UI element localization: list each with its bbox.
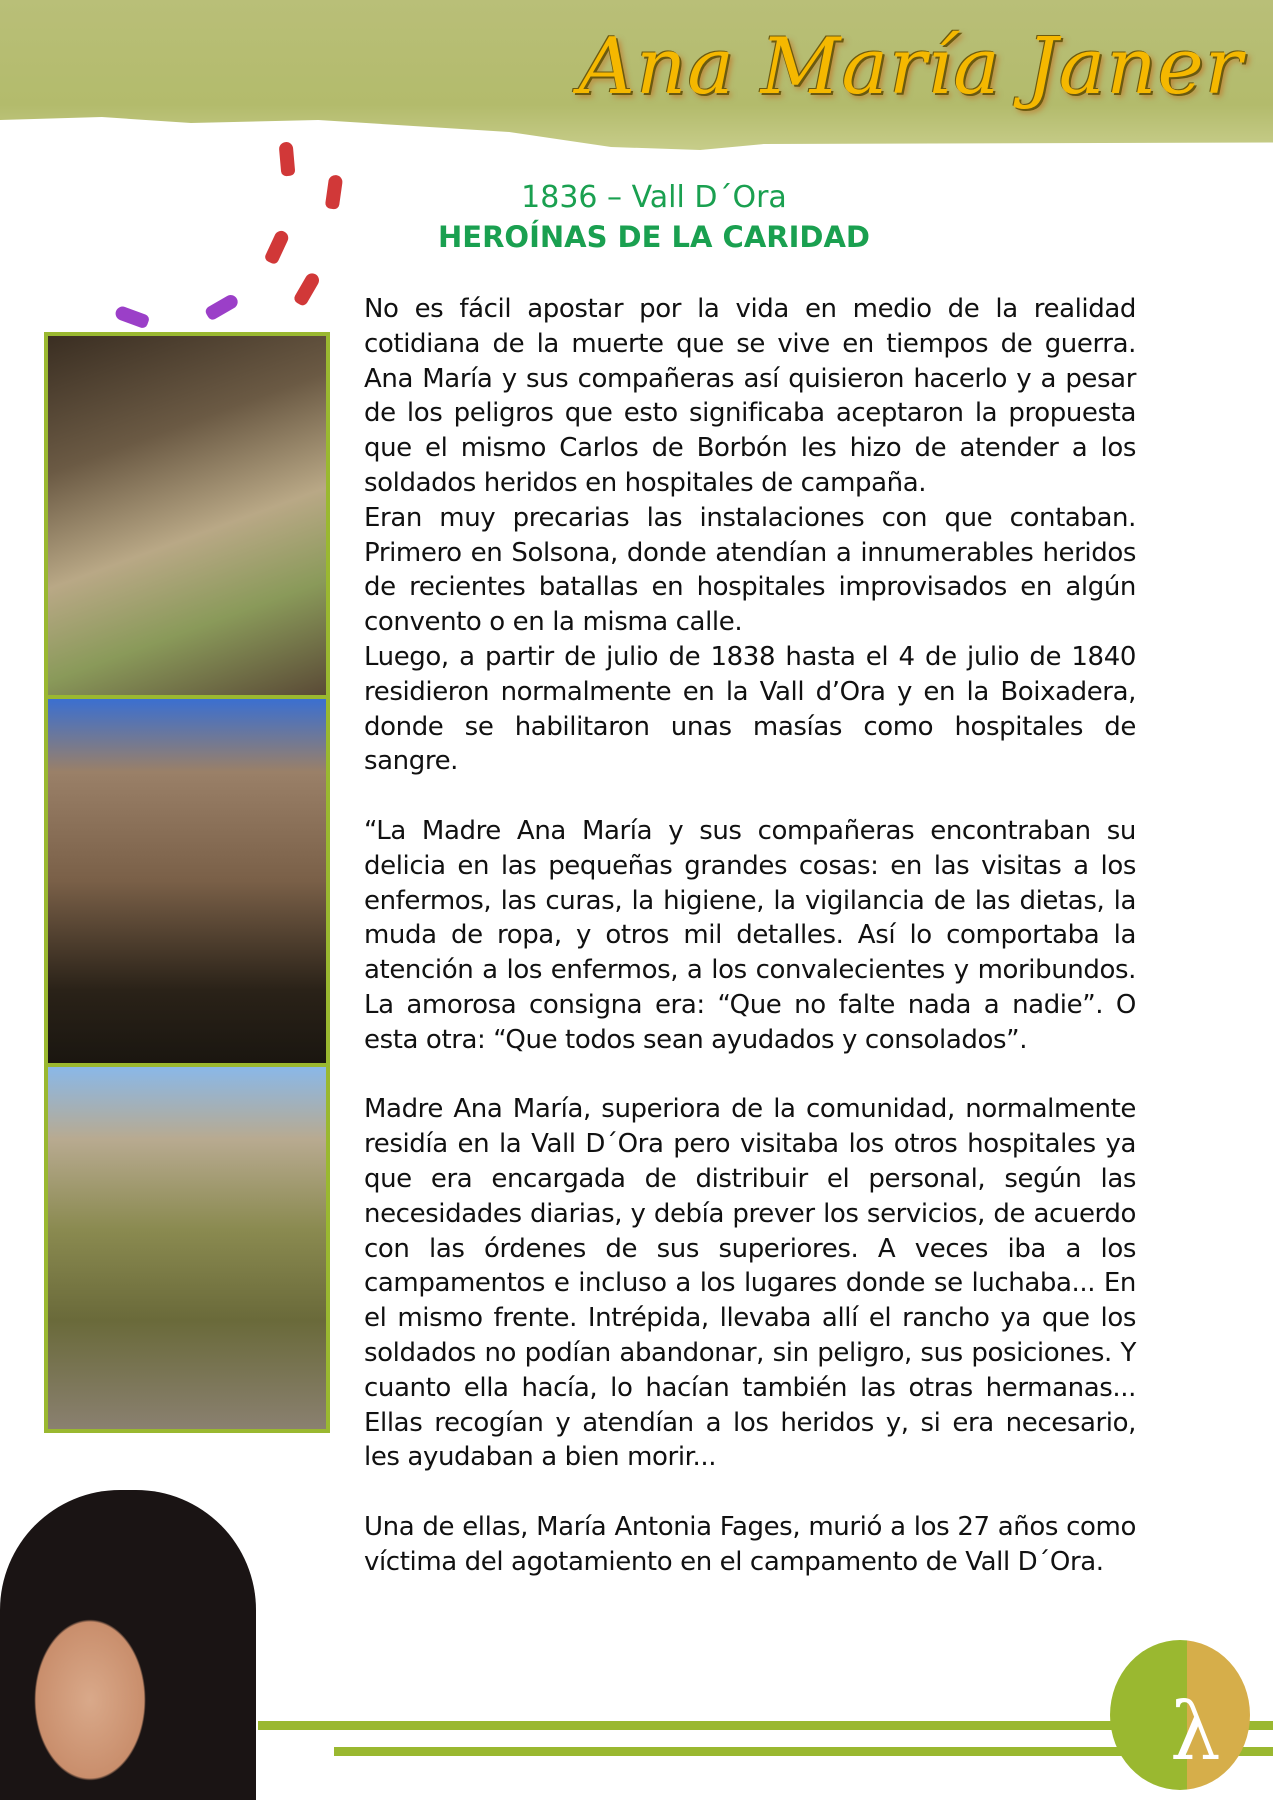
paragraph: Una de ellas, María Antonia Fages, murió a los 27 años como víctima del agotamiento en el campamento de Vall D´Ora. [364,1511,1136,1577]
portrait-photo [0,1490,256,1800]
article-body [364,292,1136,1579]
footprint-icon [114,305,151,330]
footprint-icon [279,141,296,176]
paragraph: “La Madre Ana María y sus compañeras encontraban su delicia en las pequeñas grandes cosas: en las visitas a los enfermos, las curas, la higiene, la vigilancia de las dietas, la muda de ropa, y otros mil detalles. Así lo comportaba la atención a los enfermos, a los convalecientes y moribundos. La amorosa consigna era: “Que no falte nada a nadie”. O esta otra: “Que todos sean ayudados y consolados”. [364,815,1136,1055]
photo-stone-house [48,699,326,1063]
page-title: HEROÍNAS DE LA CARIDAD [438,220,870,254]
photo-village-arch [48,336,326,695]
footprint-icon [263,229,290,266]
brand-title: Ana María Janer [578,22,1243,112]
paragraph: Luego, a partir de julio de 1838 hasta el 4 de julio de 1840 residieron normalmente en la Vall d’Ora y en la Boixadera, donde se habilitaron unas masías como hospitales de sangre. [364,641,1136,777]
paragraph: Eran muy precarias las instalaciones con que contaban. Primero en Solsona, donde atendían a innumerables heridos de recientes batallas en hospitales improvisados en algún convento o en la misma calle. [364,502,1136,638]
photo-column [44,332,330,1433]
logo-icon: λ [1110,1640,1250,1790]
paragraph: Madre Ana María, superiora de la comunidad, normalmente residía en la Vall D´Ora pero visitaba los otros hospitales ya que era encargada de distribuir el personal, según las necesidades diarias, y debía prever los servicios, de acuerdo con las órdenes de sus superiores. A veces iba a los campamentos e incluso a los lugares donde se luchaba... En el mismo frente. Intrépida, llevaba allí el rancho ya que los soldados no podían abandonar, sin peligro, sus posiciones. Y cuanto ella hacía, lo hacían también las otras hermanas... Ellas recogían y atendían a los heridos y, si era necesario, les ayudaban a bien morir... [364,1094,1136,1473]
footprint-icon [204,292,240,321]
subtitle-place: 1836 – Vall D´Ora [521,180,787,215]
footprint-icon [325,174,344,210]
footprint-icon [292,271,321,307]
photo-mountains [48,1067,326,1429]
paragraph: No es fácil apostar por la vida en medio de la realidad cotidiana de la muerte que se vive en tiempos de guerra. Ana María y sus compañeras así quisieron hacerlo y a pesar de los peligros que esto significaba aceptaron la propuesta que el mismo Carlos de Borbón les hizo de atender a los soldados heridos en hospitales de campaña. [364,294,1136,498]
